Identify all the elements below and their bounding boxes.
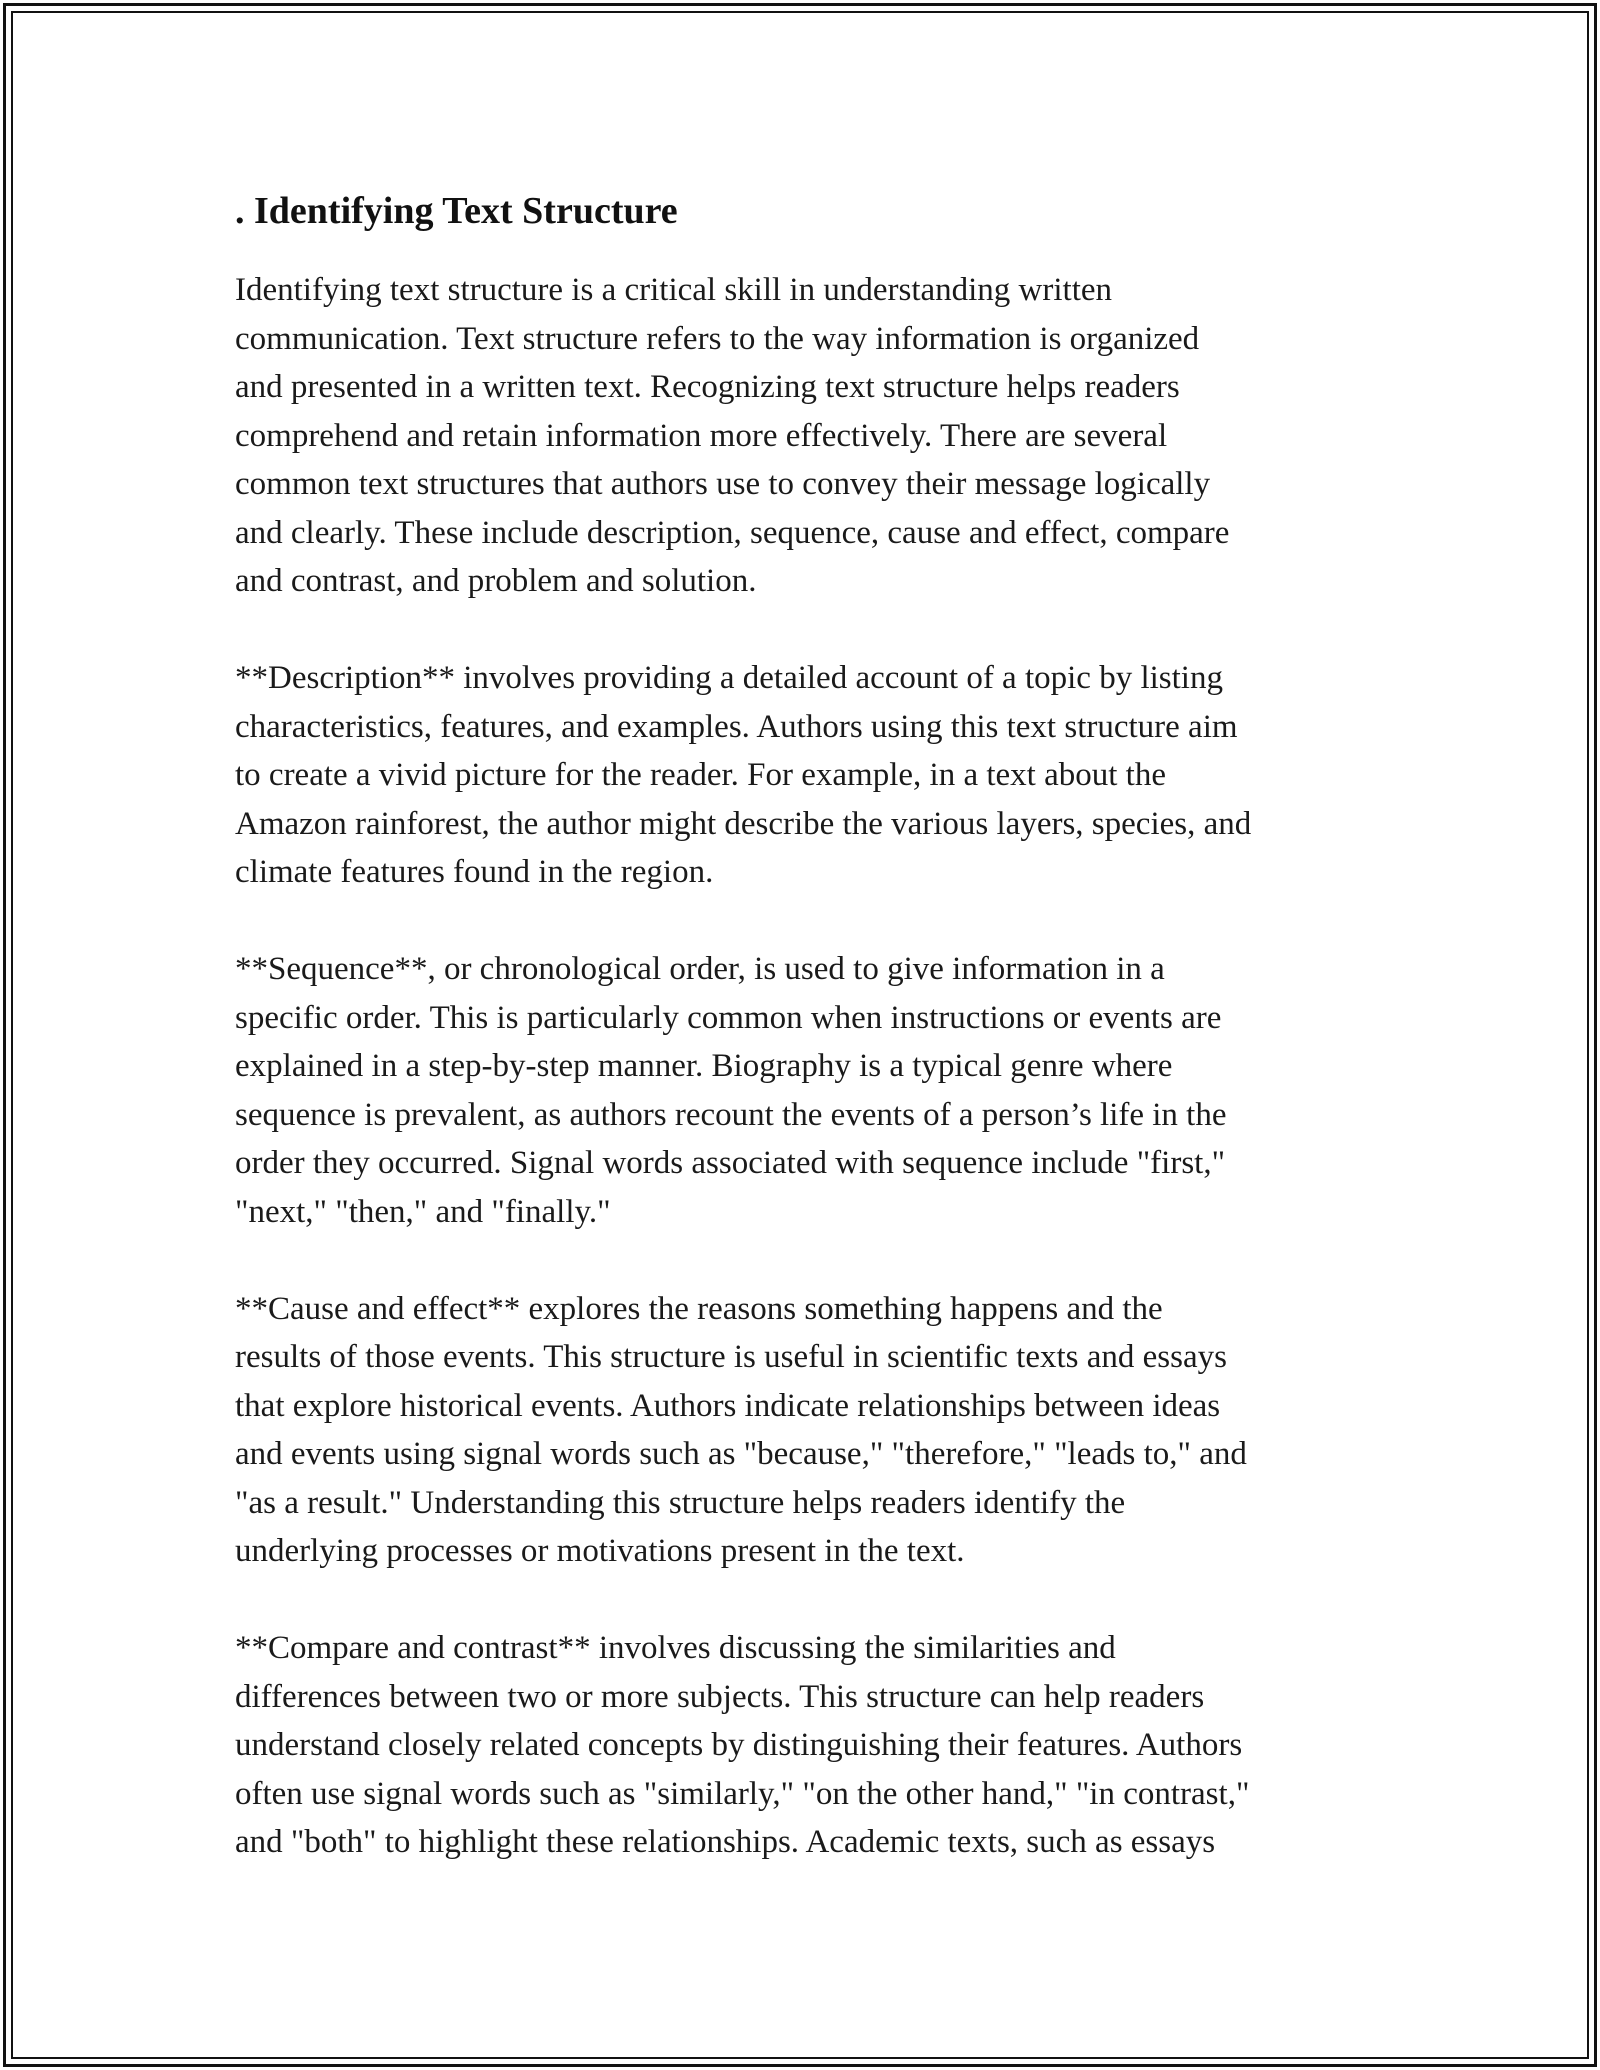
section-heading: . Identifying Text Structure bbox=[235, 190, 678, 232]
paragraph-intro: Identifying text structure is a critical skill in understanding written communication. Text structure refers to the way information is organized and presented in a written text. Recognizing text structure helps readers comprehend and retain information more effectively. There are several common text structures that authors use to convey their message logically and clearly. These include description, sequence, cause and effect, compare and contrast, and problem and solution. bbox=[235, 272, 1230, 599]
paragraph-compare-and-contrast: **Compare and contrast** involves discussing the similarities and differences between two or more subjects. This structure can help readers understand closely related concepts by distinguishing their features. Authors often use signal words such as "similarly," "on the other hand," "in contrast," and "both" to highlight these relationships. Academic texts, such as essays bbox=[235, 1630, 1250, 1860]
paragraph-sequence: **Sequence**, or chronological order, is used to give information in a specific order. This is particularly common when instructions or events are explained in a step-by-step manner. Biography is a typical genre where sequence is prevalent, as authors recount the events of a person’s life in the order they occurred. Signal words associated with sequence include "first," "next," "then," and "finally." bbox=[235, 951, 1227, 1230]
document-body bbox=[235, 182, 1375, 1915]
paragraph-description: **Description** involves providing a detailed account of a topic by listing characteristics, features, and examples. Authors using this text structure aim to create a vivid picture for the reader. For example, in a text about the Amazon rainforest, the author might describe the various layers, species, and climate features found in the region. bbox=[235, 660, 1252, 890]
paragraph-cause-and-effect: **Cause and effect** explores the reasons something happens and the results of those events. This structure is useful in scientific texts and essays that explore historical events. Authors indicate relationships between ideas and events using signal words such as "because," "therefore," "leads to," and "as a result." Understanding this structure helps readers identify the underlying processes or motivations present in the text. bbox=[235, 1290, 1247, 1569]
